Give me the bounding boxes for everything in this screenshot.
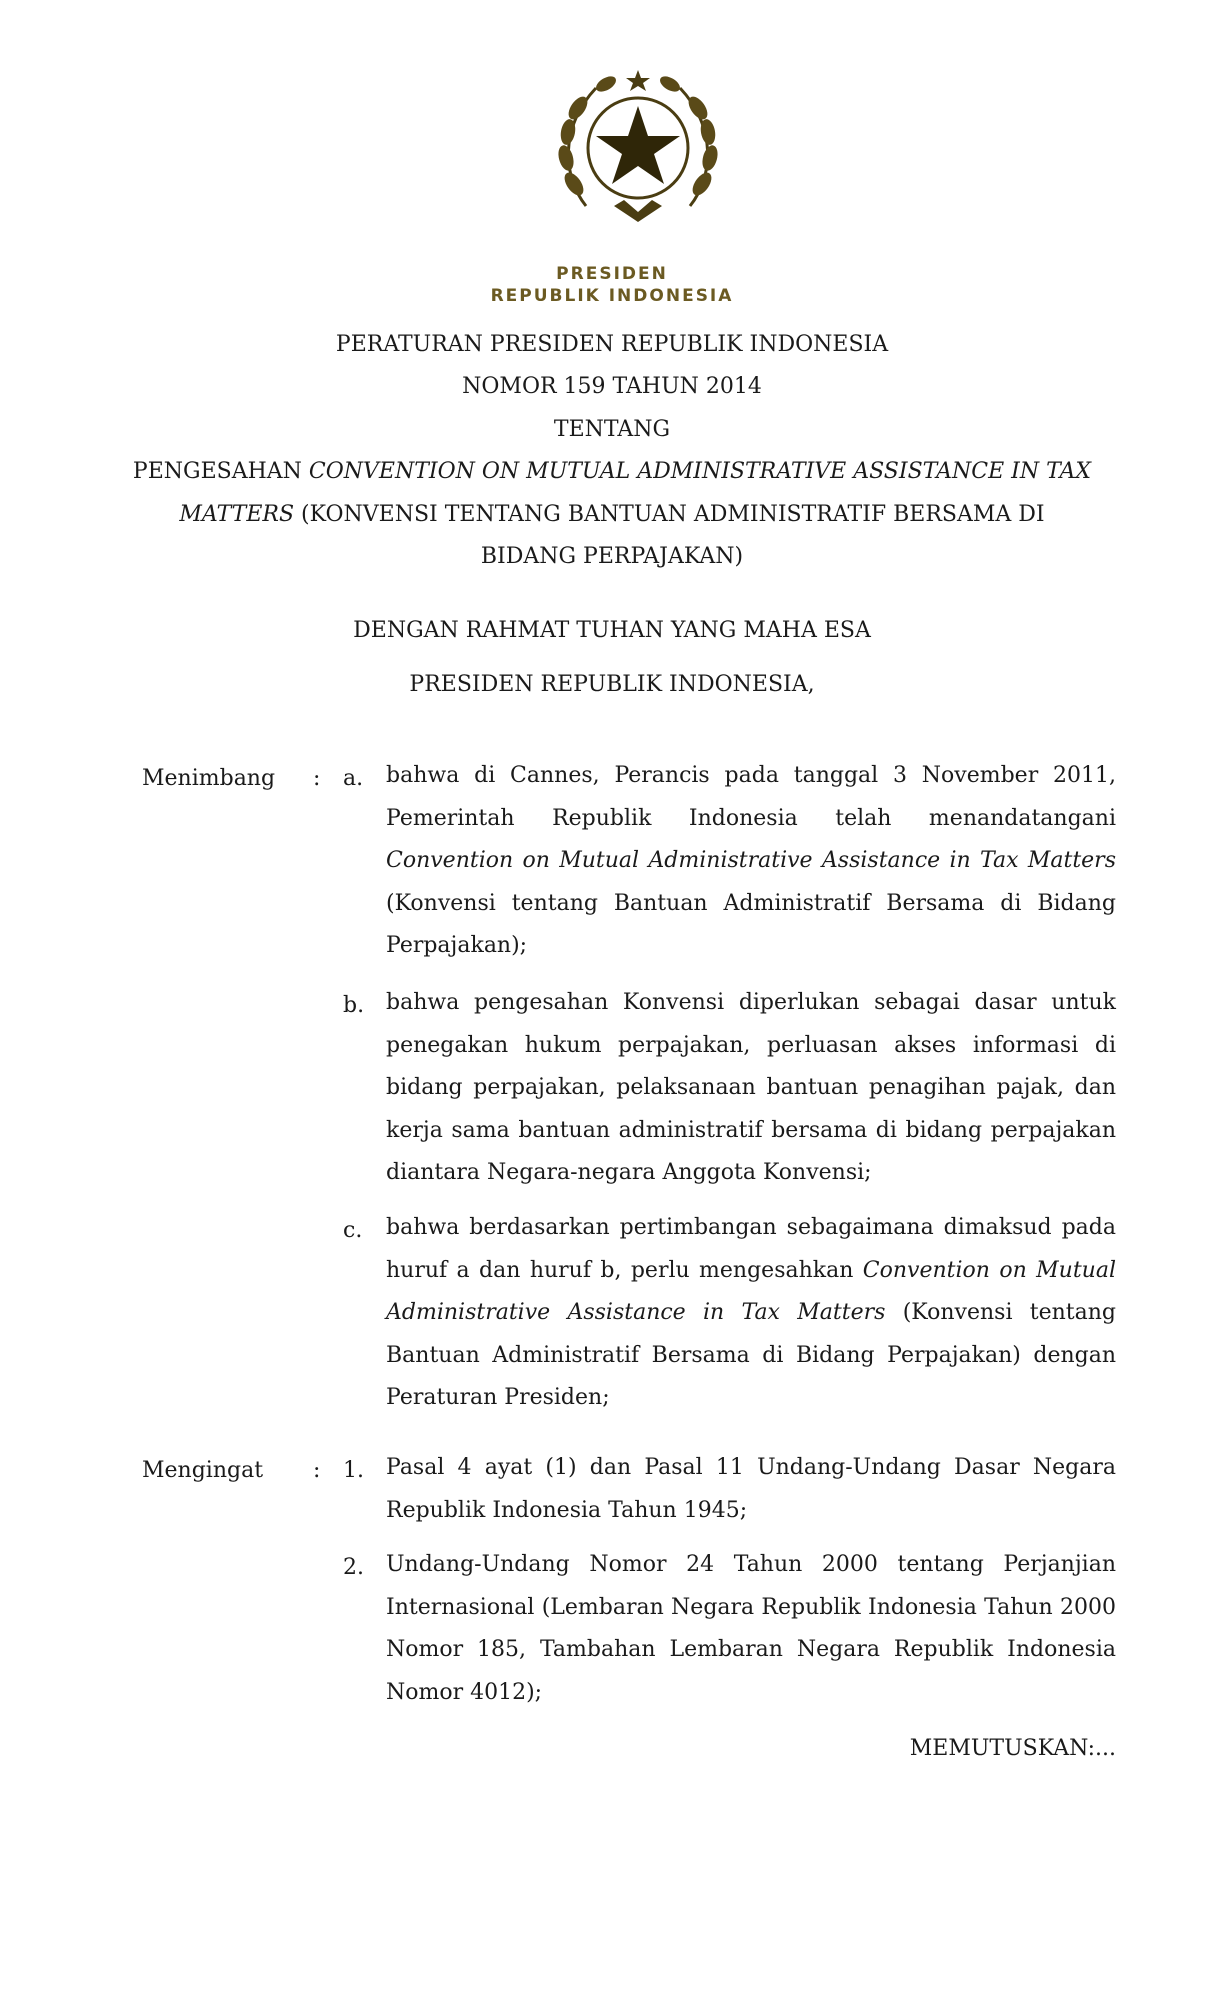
mengingat-1-text: Pasal 4 ayat (1) dan Pasal 11 Undang-Undang Dasar Negara Republik Indonesia Tahun 1945; [386, 1455, 1116, 1523]
regulation-subject-line1 [0, 457, 1224, 487]
mengingat-2-text: Undang-Undang Nomor 24 Tahun 2000 tentang Perjanjian Internasional (Lembaran Negara Republik Indonesia Tahun 2000 Nomor 185, Tambahan Lembaran Negara Republik Indonesia Nomor 4012); [386, 1552, 1116, 1705]
menimbang-b-mark: b. [343, 993, 365, 1018]
subject-matters: MATTERS [179, 502, 295, 527]
menimbang-b-text: bahwa pengesahan Konvensi diperlukan sebagai dasar untuk penegakan hukum perpajakan, perluasan akses informasi di bidang perpajakan, pelaksanaan bantuan penagihan pajak, dan kerja sama bantuan administratif bersama di bidang perpajakan diantara Negara-negara Anggota Konvensi; [386, 990, 1116, 1185]
menimbang-label: Menimbang [142, 766, 276, 791]
regulation-title: PERATURAN PRESIDEN REPUBLIK INDONESIA [335, 332, 889, 357]
regulation-tentang: TENTANG [553, 417, 671, 442]
preamble-divine: DENGAN RAHMAT TUHAN YANG MAHA ESA [353, 618, 871, 643]
preamble-president: PRESIDEN REPUBLIK INDONESIA, [409, 672, 815, 697]
subject-convention-name: CONVENTION ON MUTUAL ADMINISTRATIVE ASSISTANCE IN TAX [308, 459, 1092, 484]
garuda-emblem-icon [556, 66, 720, 232]
regulation-number: NOMOR 159 TAHUN 2014 [462, 374, 762, 399]
seal-title-president: PRESIDEN [556, 264, 668, 284]
menimbang-a-part1: bahwa di Cannes, Perancis pada tanggal 3 November 2011, Pemerintah Republik Indonesia telah menandatangani [386, 763, 1116, 831]
mengingat-1-mark: 1. [343, 1458, 364, 1483]
menimbang-a-part2: (Konvensi tentang Bantuan Administratif Bersama di Bidang Perpajakan); [386, 890, 1116, 958]
menimbang-a-text [386, 755, 1116, 968]
subject-translation: (KONVENSI TENTANG BANTUAN ADMINISTRATIF BERSAMA DI [294, 502, 1045, 527]
regulation-subject-line3: BIDANG PERPAJAKAN) [480, 544, 744, 569]
menimbang-colon: : [313, 766, 321, 791]
regulation-subject-line2 [0, 500, 1224, 530]
mengingat-2-mark: 2. [343, 1555, 364, 1580]
menimbang-c-part1: bahwa berdasarkan pertimbangan sebagaimana dimaksud pada huruf a dan huruf b, perlu mengesahkan [386, 1215, 1116, 1283]
menimbang-a-mark: a. [343, 766, 364, 791]
menimbang-c-mark: c. [343, 1218, 363, 1243]
continuation-marker: MEMUTUSKAN:... [909, 1736, 1116, 1761]
menimbang-c-text [386, 1207, 1116, 1420]
subject-prefix: PENGESAHAN [132, 459, 309, 484]
mengingat-colon: : [313, 1458, 321, 1483]
menimbang-a-convention: Convention on Mutual Administrative Assistance in Tax Matters [386, 848, 1116, 873]
menimbang-c-part2: (Konvensi tentang Bantuan Administratif Bersama di Bidang Perpajakan) dengan Peraturan Presiden; [386, 1300, 1116, 1410]
seal-title-republic: REPUBLIK INDONESIA [490, 286, 734, 306]
menimbang-c-convention: Convention on Mutual Administrative Assistance in Tax Matters [386, 1257, 1117, 1325]
mengingat-label: Mengingat [142, 1458, 264, 1483]
